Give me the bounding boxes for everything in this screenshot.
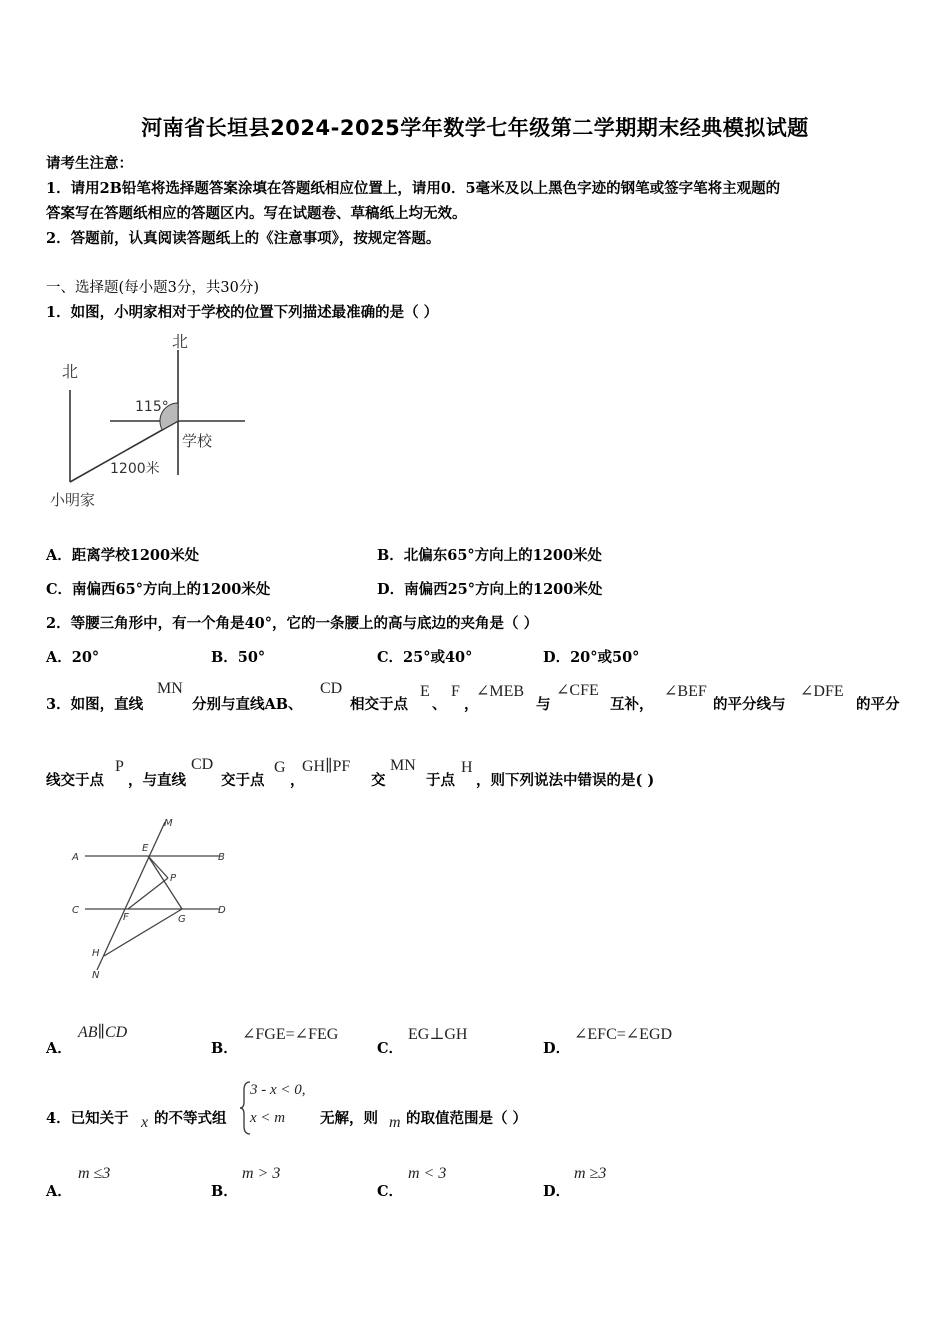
point-a-label: A [72, 852, 79, 863]
point-f-label: F [123, 912, 129, 923]
q3-math-g: G [274, 759, 286, 776]
home-label: 小明家 [50, 491, 96, 509]
q3-text-3: 相交于点 [350, 696, 408, 713]
q4-text-2: 的不等式组 [154, 1110, 227, 1127]
q3-math-f: F [451, 683, 460, 700]
q3-text-11: ，与直线 [128, 772, 186, 789]
q3-text-12: 交于点 [221, 772, 265, 789]
q3-option-a[interactable]: AB∥CD [78, 1024, 128, 1041]
q3-math-mn-2: MN [390, 757, 416, 774]
q4-text-4: 的取值范围是（ ） [406, 1110, 528, 1127]
q3-text-16: ，则下列说法中错误的是( ) [476, 772, 655, 789]
q4-option-a-label[interactable]: A． [46, 1183, 72, 1200]
notice-heading: 请考生注意： [46, 155, 133, 172]
q3-math-h: H [461, 759, 473, 776]
q4-text-1: 4．已知关于 [46, 1110, 129, 1127]
q2-option-a[interactable]: A．20° [46, 649, 100, 666]
q4-option-b[interactable]: m > 3 [242, 1165, 281, 1182]
q3-option-c-label[interactable]: C． [377, 1040, 404, 1057]
q4-option-d[interactable]: m ≥3 [574, 1165, 607, 1182]
q3-math-cd-2: CD [191, 756, 214, 773]
point-g-label: G [178, 914, 186, 925]
point-h-label: H [92, 948, 100, 959]
q3-text-15: 于点 [426, 772, 455, 789]
q3-option-d[interactable]: ∠EFC=∠EGD [574, 1026, 673, 1043]
q3-option-b-label[interactable]: B． [211, 1040, 238, 1057]
q1-option-b[interactable]: B．北偏东65°方向上的1200米处 [377, 547, 603, 564]
q3-option-c[interactable]: EG⊥GH [408, 1026, 468, 1043]
q4-var-m: m [389, 1114, 401, 1131]
q3-math-angle-cfe: ∠CFE [556, 682, 599, 699]
north-label-left: 北 [62, 362, 79, 381]
q3-text-6: 与 [536, 696, 551, 713]
page-title: 河南省长垣县2024-2025学年数学七年级第二学期期末经典模拟试题 [141, 116, 809, 140]
q3-text-5: ， [464, 696, 479, 713]
q1-option-d[interactable]: D．南偏西25°方向上的1200米处 [377, 581, 603, 598]
q3-math-angle-meb: ∠MEB [476, 683, 525, 700]
q3-text-13: ， [290, 772, 305, 789]
q3-math-p: P [115, 758, 124, 775]
question-1-stem: 1．如图，小明家相对于学校的位置下列描述最准确的是（ ） [46, 304, 439, 321]
notice-line-2: 答案写在答题纸相应的答题区内。写在试题卷、草稿纸上均无效。 [46, 205, 467, 222]
q4-option-c-label[interactable]: C． [377, 1183, 404, 1200]
question-1-figure [40, 325, 260, 515]
q4-text-3: 无解，则 [320, 1110, 378, 1127]
point-d-label: D [218, 905, 226, 916]
q1-option-c[interactable]: C．南偏西65°方向上的1200米处 [46, 581, 271, 598]
point-b-label: B [218, 852, 225, 863]
q3-math-angle-dfe: ∠DFE [800, 683, 844, 700]
q3-option-b[interactable]: ∠FGE=∠FEG [242, 1026, 339, 1043]
point-e-label: E [142, 843, 149, 854]
school-label: 学校 [182, 432, 213, 450]
q4-option-b-label[interactable]: B． [211, 1183, 238, 1200]
q3-option-d-label[interactable]: D． [543, 1040, 571, 1057]
q3-text-9: 的平分 [856, 696, 900, 713]
north-label-right: 北 [172, 332, 189, 351]
question-3-figure [60, 810, 250, 985]
q3-text-4: 、 [432, 696, 447, 713]
q3-text-8: 的平分线与 [713, 696, 786, 713]
q3-math-mn: MN [157, 680, 183, 697]
q4-system-line-1: 3 - x < 0, [250, 1082, 306, 1098]
section-heading: 一、选择题(每小题3分，共30分) [46, 280, 259, 296]
notice-line-1: 1．请用2B铅笔将选择题答案涂填在答题纸相应位置上，请用0．5毫米及以上黑色字迹的钢笔或签字笔将主观题的 [46, 180, 781, 197]
q3-text-2: 分别与直线AB、 [192, 696, 303, 713]
q2-option-c[interactable]: C．25°或40° [377, 649, 473, 666]
q2-option-d[interactable]: D．20°或50° [543, 649, 640, 666]
q2-option-b[interactable]: B．50° [211, 649, 266, 666]
q4-var-x: x [141, 1114, 149, 1131]
distance-label: 1200米 [110, 461, 160, 477]
q3-math-angle-bef: ∠BEF [664, 683, 707, 700]
q3-math-gh-parallel-pf: GH∥PF [302, 758, 351, 775]
q3-text-1: 3．如图，直线 [46, 696, 144, 713]
q3-text-7: 互补， [610, 696, 654, 713]
q4-option-a[interactable]: m ≤3 [78, 1165, 111, 1182]
q4-option-c[interactable]: m < 3 [408, 1165, 447, 1182]
q4-option-d-label[interactable]: D． [543, 1183, 571, 1200]
q3-math-e: E [420, 683, 430, 700]
q3-text-10: 线交于点 [46, 772, 104, 789]
q4-system-line-2: x < m [250, 1110, 286, 1126]
q3-math-cd: CD [320, 680, 343, 697]
point-p-label: P [170, 873, 177, 884]
notice-line-3: 2．答题前，认真阅读答题纸上的《注意事项》，按规定答题。 [46, 230, 441, 247]
point-n-label: N [92, 970, 100, 981]
q3-option-a-label[interactable]: A． [46, 1040, 72, 1057]
point-m-label: M [164, 818, 173, 829]
q3-text-14: 交 [371, 772, 386, 789]
angle-label: 115° [135, 399, 169, 415]
point-c-label: C [72, 905, 79, 916]
question-2-stem: 2．等腰三角形中，有一个角是40°，它的一条腰上的高与底边的夹角是（ ） [46, 615, 539, 632]
q1-option-a[interactable]: A．距离学校1200米处 [46, 547, 200, 564]
